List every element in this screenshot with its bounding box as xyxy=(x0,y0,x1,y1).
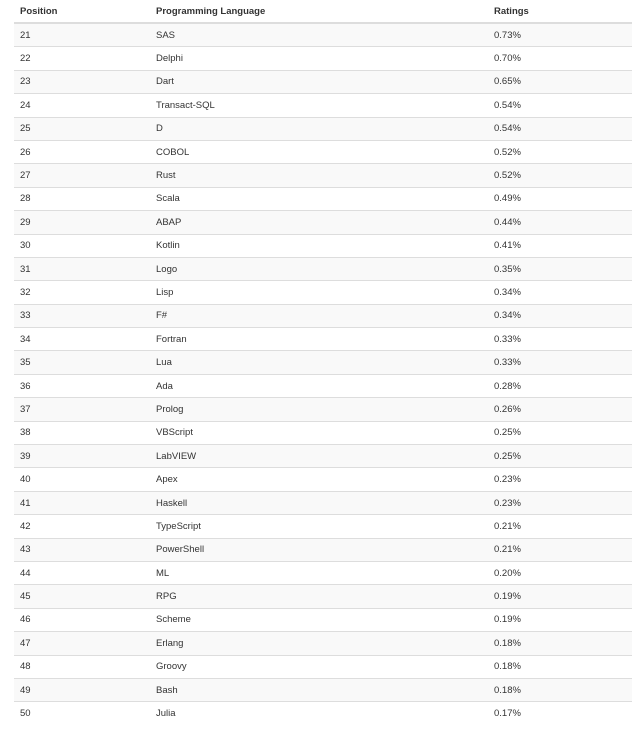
cell-language: Groovy xyxy=(150,655,488,678)
cell-position: 28 xyxy=(14,187,150,210)
table-row xyxy=(14,234,632,257)
cell-position: 25 xyxy=(14,117,150,140)
header-position: Position xyxy=(14,0,150,23)
cell-position: 33 xyxy=(14,304,150,327)
cell-language: Logo xyxy=(150,257,488,280)
header-programming-language: Programming Language xyxy=(150,0,488,23)
cell-position: 44 xyxy=(14,561,150,584)
cell-language: PowerShell xyxy=(150,538,488,561)
cell-position: 35 xyxy=(14,351,150,374)
cell-language: Delphi xyxy=(150,47,488,70)
table-row xyxy=(14,304,632,327)
cell-rating: 0.44% xyxy=(488,211,632,234)
cell-rating: 0.23% xyxy=(488,491,632,514)
cell-position: 22 xyxy=(14,47,150,70)
cell-rating: 0.52% xyxy=(488,164,632,187)
table-row xyxy=(14,47,632,70)
table-row xyxy=(14,585,632,608)
table-row xyxy=(14,702,632,725)
table-row xyxy=(14,140,632,163)
cell-rating: 0.70% xyxy=(488,47,632,70)
cell-position: 34 xyxy=(14,328,150,351)
cell-position: 37 xyxy=(14,398,150,421)
cell-rating: 0.19% xyxy=(488,585,632,608)
cell-language: Prolog xyxy=(150,398,488,421)
cell-rating: 0.26% xyxy=(488,398,632,421)
table-row xyxy=(14,515,632,538)
cell-rating: 0.49% xyxy=(488,187,632,210)
cell-position: 41 xyxy=(14,491,150,514)
cell-position: 39 xyxy=(14,445,150,468)
cell-rating: 0.18% xyxy=(488,655,632,678)
cell-rating: 0.41% xyxy=(488,234,632,257)
cell-rating: 0.21% xyxy=(488,538,632,561)
cell-rating: 0.25% xyxy=(488,421,632,444)
table-row xyxy=(14,398,632,421)
cell-language: Lua xyxy=(150,351,488,374)
table-row xyxy=(14,491,632,514)
table-body xyxy=(14,23,632,725)
table-row xyxy=(14,257,632,280)
cell-language: Scheme xyxy=(150,608,488,631)
cell-language: ML xyxy=(150,561,488,584)
cell-rating: 0.52% xyxy=(488,140,632,163)
cell-language: Kotlin xyxy=(150,234,488,257)
table-row xyxy=(14,164,632,187)
table-row xyxy=(14,328,632,351)
cell-language: Scala xyxy=(150,187,488,210)
table-row xyxy=(14,187,632,210)
cell-rating: 0.34% xyxy=(488,281,632,304)
cell-rating: 0.18% xyxy=(488,678,632,701)
table-row xyxy=(14,678,632,701)
table-row xyxy=(14,211,632,234)
table-row xyxy=(14,468,632,491)
cell-rating: 0.34% xyxy=(488,304,632,327)
cell-rating: 0.25% xyxy=(488,445,632,468)
table-row xyxy=(14,632,632,655)
cell-position: 50 xyxy=(14,702,150,725)
cell-position: 42 xyxy=(14,515,150,538)
cell-language: RPG xyxy=(150,585,488,608)
cell-position: 30 xyxy=(14,234,150,257)
cell-position: 24 xyxy=(14,94,150,117)
table-row xyxy=(14,281,632,304)
table-row xyxy=(14,23,632,47)
table-row xyxy=(14,561,632,584)
cell-rating: 0.33% xyxy=(488,328,632,351)
cell-position: 21 xyxy=(14,23,150,47)
cell-rating: 0.18% xyxy=(488,632,632,655)
cell-rating: 0.19% xyxy=(488,608,632,631)
table-row xyxy=(14,655,632,678)
cell-language: Erlang xyxy=(150,632,488,655)
cell-rating: 0.65% xyxy=(488,70,632,93)
cell-language: TypeScript xyxy=(150,515,488,538)
table-row xyxy=(14,374,632,397)
cell-language: D xyxy=(150,117,488,140)
cell-position: 45 xyxy=(14,585,150,608)
cell-position: 32 xyxy=(14,281,150,304)
cell-rating: 0.33% xyxy=(488,351,632,374)
ratings-table-container xyxy=(14,0,632,725)
cell-rating: 0.20% xyxy=(488,561,632,584)
table-row xyxy=(14,445,632,468)
cell-language: LabVIEW xyxy=(150,445,488,468)
table-row xyxy=(14,608,632,631)
cell-language: F# xyxy=(150,304,488,327)
cell-rating: 0.73% xyxy=(488,23,632,47)
table-row xyxy=(14,117,632,140)
cell-position: 38 xyxy=(14,421,150,444)
cell-language: Apex xyxy=(150,468,488,491)
table-row xyxy=(14,70,632,93)
cell-language: Dart xyxy=(150,70,488,93)
table-row xyxy=(14,94,632,117)
cell-rating: 0.28% xyxy=(488,374,632,397)
cell-language: COBOL xyxy=(150,140,488,163)
header-row xyxy=(14,0,632,23)
cell-position: 31 xyxy=(14,257,150,280)
cell-language: Lisp xyxy=(150,281,488,304)
ratings-table xyxy=(14,0,632,725)
cell-position: 23 xyxy=(14,70,150,93)
cell-position: 43 xyxy=(14,538,150,561)
cell-language: SAS xyxy=(150,23,488,47)
cell-position: 26 xyxy=(14,140,150,163)
cell-position: 48 xyxy=(14,655,150,678)
cell-rating: 0.54% xyxy=(488,94,632,117)
cell-position: 27 xyxy=(14,164,150,187)
cell-language: Ada xyxy=(150,374,488,397)
cell-language: ABAP xyxy=(150,211,488,234)
cell-language: Bash xyxy=(150,678,488,701)
cell-rating: 0.23% xyxy=(488,468,632,491)
table-row xyxy=(14,351,632,374)
table-row xyxy=(14,421,632,444)
cell-position: 36 xyxy=(14,374,150,397)
cell-rating: 0.54% xyxy=(488,117,632,140)
cell-language: Haskell xyxy=(150,491,488,514)
cell-language: Fortran xyxy=(150,328,488,351)
cell-rating: 0.21% xyxy=(488,515,632,538)
cell-position: 29 xyxy=(14,211,150,234)
cell-position: 47 xyxy=(14,632,150,655)
cell-language: Julia xyxy=(150,702,488,725)
cell-language: Rust xyxy=(150,164,488,187)
table-row xyxy=(14,538,632,561)
cell-position: 49 xyxy=(14,678,150,701)
cell-language: Transact-SQL xyxy=(150,94,488,117)
cell-rating: 0.17% xyxy=(488,702,632,725)
table-header xyxy=(14,0,632,23)
cell-position: 46 xyxy=(14,608,150,631)
cell-position: 40 xyxy=(14,468,150,491)
cell-rating: 0.35% xyxy=(488,257,632,280)
cell-language: VBScript xyxy=(150,421,488,444)
header-ratings: Ratings xyxy=(488,0,632,23)
